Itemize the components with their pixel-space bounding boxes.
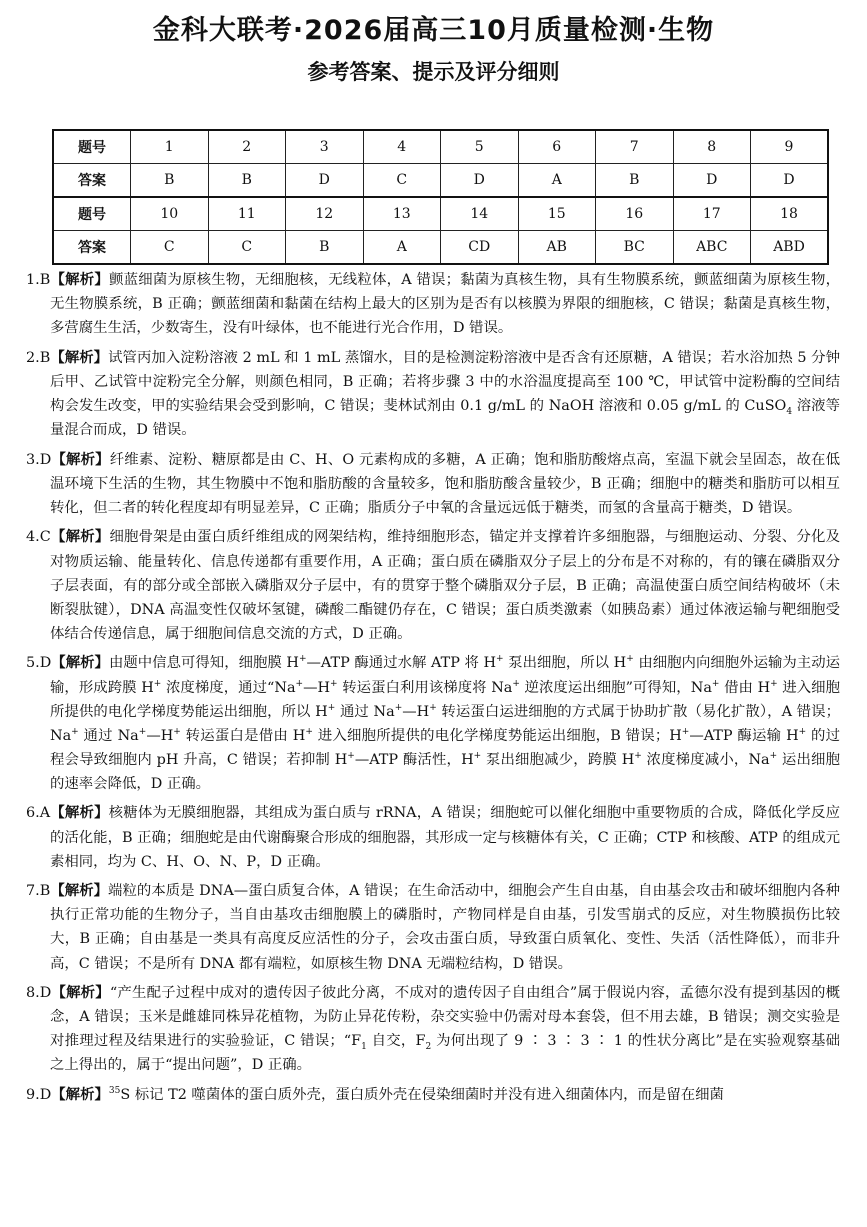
- analysis-tag: 【解析】: [50, 529, 110, 546]
- solution-text: “产生配子过程中成对的遗传因子彼此分离，不成对的遗传因子自由组合”属于假说内容，孟德尔没有提到基因的概念，A 错误；玉米是雌雄同株异花植物，为防止异花传粉，杂交实验中仍需对母本套袋，但不用去雄，B 错误；测交实验是对推理过程及结果进行的实验验证，C 错误；“$F_1$ 自交，$F_2$ 为何出现了 9 ∶ 3 ∶ 3 ∶ 1 的性状分离比”是在实验观察基础之上得出的，属于“提出问题”，D 正确。: [50, 985, 840, 1074]
- page-title: 金科大联考·2026届高三10月质量检测·生物: [152, 15, 715, 46]
- analysis-tag: 【解析】: [51, 1087, 109, 1103]
- row-header-answer: 答案: [53, 164, 131, 198]
- analysis-tag: 【解析】: [51, 985, 110, 1002]
- answer-cell: B: [131, 164, 209, 198]
- question-number-cell: 14: [441, 197, 519, 231]
- question-number-cell: 17: [673, 197, 751, 231]
- solution-answer: A: [39, 805, 51, 822]
- solution-number: 6.: [26, 805, 40, 822]
- solution-item: [26, 1083, 840, 1107]
- question-number-cell: 1: [131, 130, 209, 164]
- solution-answer: B: [39, 272, 51, 288]
- answer-cell: D: [441, 164, 519, 198]
- answer-cell: A: [518, 164, 596, 198]
- question-number-cell: 18: [751, 197, 829, 231]
- row-header-question: 题号: [53, 130, 131, 164]
- solution-answer: B: [39, 349, 51, 366]
- answer-cell: ABC: [673, 231, 751, 265]
- question-number-cell: 5: [441, 130, 519, 164]
- solution-number: 7.: [26, 883, 40, 900]
- analysis-tag: 【解析】: [51, 655, 109, 672]
- analysis-tag: 【解析】: [50, 805, 109, 822]
- question-number-cell: 6: [518, 130, 596, 164]
- solution-answer: C: [39, 529, 51, 546]
- analysis-tag: 【解析】: [50, 272, 109, 288]
- solution-number: 1.: [26, 272, 40, 288]
- solution-item: [26, 448, 840, 520]
- solution-answer: D: [39, 655, 52, 672]
- question-number-cell: 4: [363, 130, 441, 164]
- answer-cell: ABD: [751, 231, 829, 265]
- solution-number: 2.: [26, 349, 40, 366]
- answer-cell: B: [208, 164, 286, 198]
- solution-item: [26, 879, 840, 975]
- question-number-cell: 10: [131, 197, 209, 231]
- question-number-cell: 12: [286, 197, 364, 231]
- answer-cell: C: [208, 231, 286, 265]
- solution-item: [26, 346, 840, 442]
- solution-text: 核糖体为无膜细胞器，其组成为蛋白质与 rRNA，A 错误；细胞蛇可以催化细胞中重要物质的合成，降低化学反应的活化能，B 正确；细胞蛇是由代谢酶聚合形成的细胞器，其形成一定与核糖体有关，C 正确；CTP 和核酸、ATP 的组成元素相同，均为 C、H、O、N、P，D 正确。: [50, 805, 840, 870]
- solution-list: [26, 268, 840, 1113]
- question-number-cell: 7: [596, 130, 674, 164]
- analysis-tag: 【解析】: [50, 349, 109, 366]
- answer-cell: B: [596, 164, 674, 198]
- question-number-cell: 9: [751, 130, 829, 164]
- question-number-cell: 8: [673, 130, 751, 164]
- answer-cell: B: [286, 231, 364, 265]
- analysis-tag: 【解析】: [51, 451, 110, 468]
- answer-cell: AB: [518, 231, 596, 265]
- question-number-cell: 3: [286, 130, 364, 164]
- solution-answer: D: [39, 985, 52, 1002]
- answer-cell: C: [131, 231, 209, 265]
- solution-text: $^{35}$S 标记 T2 噬菌体的蛋白质外壳，蛋白质外壳在侵染细菌时并没有进入细菌体内，而是留在细菌: [108, 1086, 724, 1103]
- solution-number: 9.: [26, 1087, 40, 1103]
- solution-item: [26, 981, 840, 1077]
- answer-table-top: [52, 129, 829, 198]
- solution-number: 4.: [26, 529, 40, 546]
- answer-row: [53, 231, 828, 265]
- solution-number: 5.: [26, 655, 40, 672]
- solution-text: 端粒的本质是 DNA—蛋白质复合体，A 错误；在生命活动中，细胞会产生自由基，自由基会攻击和破坏细胞内各种执行正常功能的生物分子，当自由基攻击细胞膜上的磷脂时，产物同样是自由基，引发雪崩式的反应，对生物膜损伤比较大，B 正确；自由基是一类具有高度反应活性的分子，会攻击蛋白质，导致蛋白质氧化、变性、失活（活性降低），而非升高，C 错误；不是所有 DNA 都有端粒，如原核生物 DNA 无端粒结构，D 错误。: [50, 883, 840, 972]
- answer-cell: CD: [441, 231, 519, 265]
- page-subtitle: 参考答案、提示及评分细则: [307, 60, 560, 84]
- solution-answer: B: [39, 883, 51, 900]
- answer-cell: BC: [596, 231, 674, 265]
- solution-number: 3.: [26, 451, 40, 468]
- answer-cell: D: [286, 164, 364, 198]
- solution-text: 颤蓝细菌为原核生物，无细胞核，无线粒体，A 错误；黏菌为真核生物，具有生物膜系统，颤蓝细菌为原核生物，无生物膜系统，B 正确；颤蓝细菌和黏菌在结构上最大的区别为是否有以核膜为界限的细胞核，C 错误；黏菌是真核生物，多营腐生生活，少数寄生，没有叶绿体，也不能进行光合作用，D 错误。: [50, 272, 840, 337]
- solution-text: 纤维素、淀粉、糖原都是由 C、H、O 元素构成的多糖，A 正确；饱和脂肪酸熔点高，室温下就会呈固态，故在低温环境下生活的生物，其生物膜中不饱和脂肪酸的含量较多，饱和脂肪酸含量较少，B 正确；细胞中的糖类和脂肪可以相互转化，但二者的转化程度却有明显差异，C 正确；脂质分子中氧的含量远远低于糖类，而氢的含量高于糖类，D 错误。: [50, 451, 840, 516]
- row-header-question: 题号: [53, 197, 131, 231]
- question-number-cell: 13: [363, 197, 441, 231]
- question-number-cell: 2: [208, 130, 286, 164]
- question-number-cell: 15: [518, 197, 596, 231]
- answer-table-bottom: [52, 196, 829, 265]
- answer-cell: A: [363, 231, 441, 265]
- solution-item: [26, 651, 840, 796]
- answer-cell: D: [673, 164, 751, 198]
- solution-item: [26, 801, 840, 873]
- solution-text: 细胞骨架是由蛋白质纤维组成的网架结构，维持细胞形态，锚定并支撑着许多细胞器，与细胞运动、分裂、分化及对物质运输、能量转化、信息传递都有重要作用，A 正确；蛋白质在磷脂双分子层上的分布是不对称的，有的镶在磷脂双分子层表面，有的部分或全部嵌入磷脂双分子层中，有的贯穿于整个磷脂双分子层，B 正确；高温使蛋白质空间结构破坏（未断裂肽键），DNA 高温变性仅破坏氢键，磷酸二酯键仍存在，C 错误；蛋白质类激素（如胰岛素）通过体液运输与靶细胞受体结合传递信息，属于细胞间信息交流的方式，D 正确。: [50, 529, 840, 642]
- solution-text: 由题中信息可得知，细胞膜 H+—ATP 酶通过水解 ATP 将 H+ 泵出细胞，所以 H+ 由细胞内向细胞外运输为主动运输，形成跨膜 H+ 浓度梯度，通过“Na+—H+ 转运蛋白利用该梯度将 Na+ 逆浓度运出细胞”可得知，Na+ 借由 H+ 进入细胞所提供的电化学梯度势能运出细胞，所以 H+ 通过 Na+—H+ 转运蛋白运进细胞的方式属于协助扩散（易化扩散），A 错误；Na+ 通过 Na+—H+ 转运蛋白是借由 H+ 进入细胞所提供的电化学梯度势能运出细胞，B 错误；H+—ATP 酶运输 H+ 的过程会导致细胞内 pH 升高，C 错误；若抑制 H+—ATP 酶活性，H+ 泵出细胞减少，跨膜 H+ 浓度梯度减小，Na+ 运出细胞的速率会降低，D 正确。: [50, 654, 841, 792]
- solution-text: 试管丙加入淀粉溶液 2 mL 和 1 mL 蒸馏水，目的是检测淀粉溶液中是否含有还原糖，A 错误；若水浴加热 5 分钟后甲、乙试管中淀粉完全分解，则颜色相同，B 正确；若将步骤 3 中的水浴温度提高至 100 ℃，甲试管中淀粉酶的空间结构会发生改变，甲的实验结果会受到影响，C 错误；斐林试剂由 0.1 g/mL 的 NaOH 溶液和 0.05 g/mL 的 CuSO$_4$ 溶液等量混合而成，D 错误。: [50, 349, 840, 439]
- answer-cell: D: [751, 164, 829, 198]
- row-header-answer: 答案: [53, 231, 131, 265]
- question-number-cell: 16: [596, 197, 674, 231]
- question-number-row: [53, 197, 828, 231]
- solution-item: [26, 268, 840, 340]
- question-number-cell: 11: [208, 197, 286, 231]
- solution-answer: D: [39, 1087, 52, 1103]
- solution-answer: D: [39, 451, 52, 468]
- solution-number: 8.: [26, 985, 40, 1002]
- answer-row: [53, 164, 828, 198]
- answer-cell: C: [363, 164, 441, 198]
- analysis-tag: 【解析】: [50, 883, 109, 900]
- solution-item: [26, 525, 840, 645]
- question-number-row: [53, 130, 828, 164]
